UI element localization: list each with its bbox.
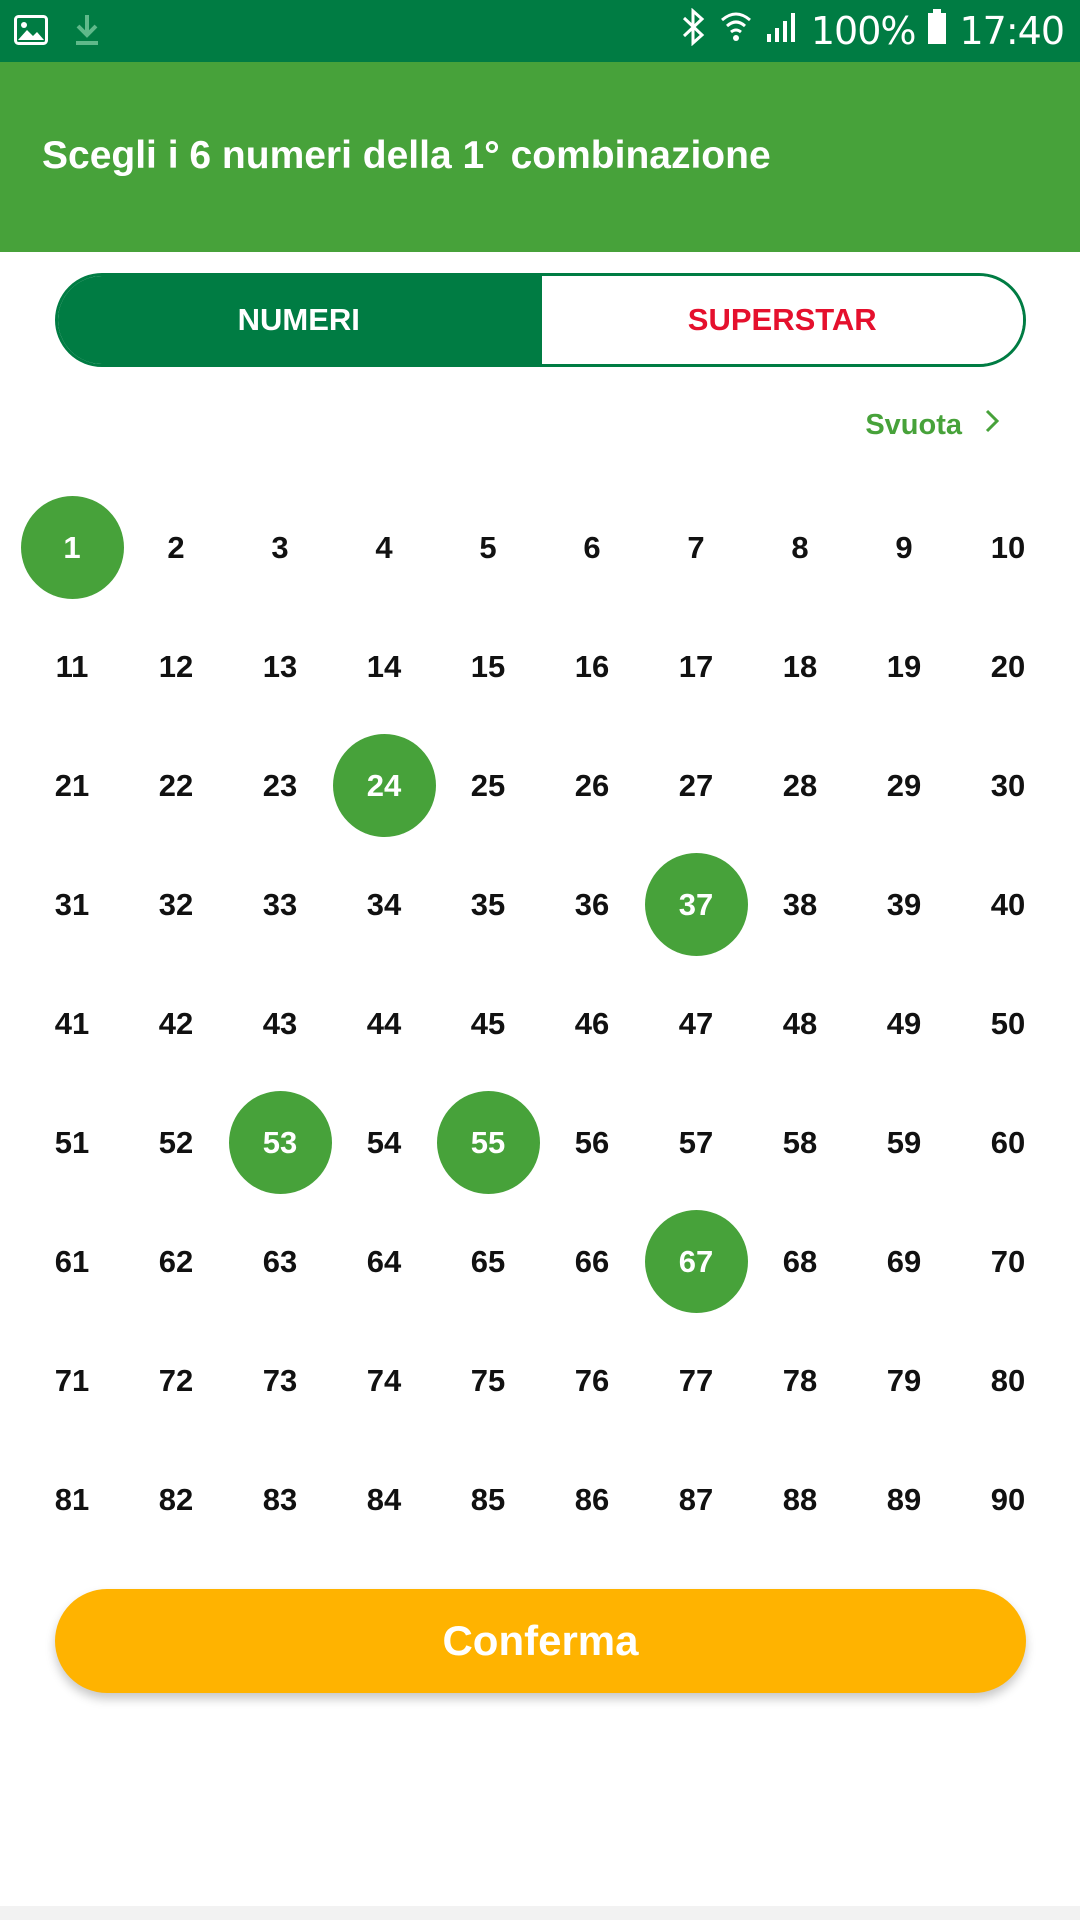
number-cell	[644, 1440, 748, 1559]
number-cell	[436, 488, 540, 607]
number-button[interactable]: 54	[366, 1124, 402, 1160]
number-cell	[852, 607, 956, 726]
number-cell	[748, 1321, 852, 1440]
number-cell	[644, 1321, 748, 1440]
number-button[interactable]: 40	[990, 886, 1026, 922]
number-cell	[228, 964, 332, 1083]
download-icon	[74, 13, 100, 52]
number-cell	[124, 1083, 228, 1202]
number-cell	[956, 1321, 1060, 1440]
number-button[interactable]: 39	[886, 886, 922, 922]
number-cell	[540, 488, 644, 607]
number-cell	[956, 488, 1060, 607]
number-button[interactable]: 21	[54, 767, 90, 803]
number-button[interactable]: 32	[158, 886, 194, 922]
number-cell	[436, 726, 540, 845]
number-button[interactable]: 2	[167, 529, 185, 565]
number-button[interactable]: 23	[262, 767, 298, 803]
number-cell	[956, 726, 1060, 845]
page-title: Scegli i 6 numeri della 1° combinazione	[42, 134, 771, 177]
number-cell	[644, 726, 748, 845]
number-button[interactable]: 19	[886, 648, 922, 684]
tab-superstar[interactable]: SUPERSTAR	[540, 276, 1024, 364]
number-button[interactable]: 69	[886, 1243, 922, 1279]
number-button[interactable]: 70	[990, 1243, 1026, 1279]
number-cell	[332, 726, 436, 845]
number-cell	[852, 1440, 956, 1559]
number-button[interactable]: 82	[158, 1481, 194, 1517]
status-bar	[0, 0, 1080, 62]
number-button[interactable]: 12	[158, 648, 194, 684]
number-cell	[644, 607, 748, 726]
number-button[interactable]: 17	[678, 648, 714, 684]
number-cell	[124, 1440, 228, 1559]
number-cell	[436, 845, 540, 964]
number-button-selected[interactable]: 1	[21, 496, 124, 599]
number-button[interactable]: 25	[470, 767, 506, 803]
number-button[interactable]: 65	[470, 1243, 506, 1279]
battery-percentage: 100%	[810, 9, 916, 53]
number-cell	[228, 1083, 332, 1202]
number-cell	[332, 1321, 436, 1440]
number-button[interactable]: 34	[366, 886, 402, 922]
number-cell	[540, 1321, 644, 1440]
number-cell	[228, 1440, 332, 1559]
number-cell	[124, 488, 228, 607]
number-button[interactable]: 38	[782, 886, 818, 922]
number-button[interactable]: 72	[158, 1362, 194, 1398]
number-cell	[436, 607, 540, 726]
number-button[interactable]: 15	[470, 648, 506, 684]
number-button[interactable]: 9	[895, 529, 913, 565]
number-cell	[748, 845, 852, 964]
battery-icon	[927, 9, 947, 54]
clear-label: Svuota	[865, 408, 962, 441]
number-cell	[852, 964, 956, 1083]
number-cell	[852, 1202, 956, 1321]
number-button[interactable]: 16	[574, 648, 610, 684]
signal-icon	[765, 9, 799, 53]
confirm-button[interactable]: Conferma	[55, 1589, 1026, 1693]
number-button[interactable]: 46	[574, 1005, 610, 1041]
number-cell	[540, 1202, 644, 1321]
number-grid	[20, 488, 1060, 1559]
number-cell	[644, 488, 748, 607]
number-button[interactable]: 31	[54, 886, 90, 922]
number-button-selected[interactable]: 67	[645, 1210, 748, 1313]
number-button[interactable]: 77	[678, 1362, 714, 1398]
image-icon	[14, 15, 48, 50]
number-button[interactable]: 83	[262, 1481, 298, 1517]
number-button[interactable]: 3	[271, 529, 289, 565]
number-button[interactable]: 14	[366, 648, 402, 684]
number-button[interactable]: 81	[54, 1481, 90, 1517]
number-button[interactable]: 22	[158, 767, 194, 803]
number-cell	[124, 1321, 228, 1440]
number-button[interactable]: 79	[886, 1362, 922, 1398]
number-button[interactable]: 85	[470, 1481, 506, 1517]
number-cell	[332, 964, 436, 1083]
number-button[interactable]: 57	[678, 1124, 714, 1160]
number-button[interactable]: 51	[54, 1124, 90, 1160]
number-button[interactable]: 50	[990, 1005, 1026, 1041]
number-button[interactable]: 87	[678, 1481, 714, 1517]
number-button[interactable]: 60	[990, 1124, 1026, 1160]
number-button[interactable]: 7	[687, 529, 705, 565]
number-button[interactable]: 45	[470, 1005, 506, 1041]
number-button[interactable]: 27	[678, 767, 714, 803]
number-cell	[20, 845, 124, 964]
bluetooth-icon	[681, 8, 707, 55]
number-cell	[852, 845, 956, 964]
number-cell	[852, 1321, 956, 1440]
number-cell	[748, 488, 852, 607]
number-cell	[436, 1083, 540, 1202]
number-button[interactable]: 74	[366, 1362, 402, 1398]
number-button[interactable]: 48	[782, 1005, 818, 1041]
number-button[interactable]: 84	[366, 1481, 402, 1517]
number-cell	[644, 1083, 748, 1202]
number-cell	[20, 1321, 124, 1440]
number-cell	[228, 726, 332, 845]
number-button[interactable]: 11	[55, 648, 89, 684]
number-button[interactable]: 5	[479, 529, 497, 565]
number-cell	[644, 1202, 748, 1321]
number-button[interactable]: 10	[990, 529, 1026, 565]
number-button[interactable]: 58	[782, 1124, 818, 1160]
number-cell	[956, 1202, 1060, 1321]
number-cell	[332, 1440, 436, 1559]
number-button[interactable]: 36	[574, 886, 610, 922]
number-cell	[540, 1440, 644, 1559]
number-button[interactable]: 6	[583, 529, 601, 565]
number-cell	[956, 1440, 1060, 1559]
number-cell	[228, 1321, 332, 1440]
number-button[interactable]: 64	[366, 1243, 402, 1279]
number-button[interactable]: 4	[375, 529, 393, 565]
number-button[interactable]: 61	[54, 1243, 90, 1279]
number-cell	[644, 845, 748, 964]
number-button[interactable]: 35	[470, 886, 506, 922]
number-cell	[124, 964, 228, 1083]
number-button[interactable]: 18	[782, 648, 818, 684]
number-button[interactable]: 68	[782, 1243, 818, 1279]
number-button[interactable]: 71	[54, 1362, 90, 1398]
number-button[interactable]: 88	[782, 1481, 818, 1517]
number-button[interactable]: 73	[262, 1362, 298, 1398]
number-cell	[852, 1083, 956, 1202]
number-button[interactable]: 41	[54, 1005, 90, 1041]
number-cell	[20, 1083, 124, 1202]
number-cell	[332, 845, 436, 964]
number-cell	[20, 607, 124, 726]
number-cell	[748, 726, 852, 845]
number-cell	[20, 726, 124, 845]
number-cell	[20, 488, 124, 607]
number-button[interactable]: 28	[782, 767, 818, 803]
number-button-selected[interactable]: 24	[333, 734, 436, 837]
number-button[interactable]: 29	[886, 767, 922, 803]
number-button[interactable]: 63	[262, 1243, 298, 1279]
wifi-icon	[719, 9, 753, 53]
number-cell	[540, 726, 644, 845]
number-cell	[228, 845, 332, 964]
number-button[interactable]: 90	[990, 1481, 1026, 1517]
number-button[interactable]: 20	[990, 648, 1026, 684]
number-button-selected[interactable]: 37	[645, 853, 748, 956]
number-button[interactable]: 26	[574, 767, 610, 803]
number-cell	[956, 845, 1060, 964]
number-cell	[748, 1083, 852, 1202]
number-button[interactable]: 13	[262, 648, 298, 684]
number-button[interactable]: 89	[886, 1481, 922, 1517]
number-cell	[20, 1202, 124, 1321]
number-button[interactable]: 66	[574, 1243, 610, 1279]
number-cell	[540, 964, 644, 1083]
number-button[interactable]: 59	[886, 1124, 922, 1160]
tab-numeri[interactable]: NUMERI	[58, 276, 540, 364]
number-cell	[748, 1440, 852, 1559]
number-button[interactable]: 62	[158, 1243, 194, 1279]
number-cell	[332, 1202, 436, 1321]
number-button[interactable]: 75	[470, 1362, 506, 1398]
number-button[interactable]: 43	[262, 1005, 298, 1041]
number-button[interactable]: 42	[158, 1005, 194, 1041]
number-button[interactable]: 49	[886, 1005, 922, 1041]
number-cell	[540, 845, 644, 964]
number-cell	[748, 1202, 852, 1321]
app-header	[0, 62, 1080, 252]
number-button[interactable]: 33	[262, 886, 298, 922]
number-cell	[956, 1083, 1060, 1202]
number-cell	[436, 1440, 540, 1559]
number-cell	[332, 1083, 436, 1202]
number-cell	[436, 964, 540, 1083]
number-button[interactable]: 78	[782, 1362, 818, 1398]
number-button[interactable]: 76	[574, 1362, 610, 1398]
number-button-selected[interactable]: 55	[437, 1091, 540, 1194]
number-button[interactable]: 56	[574, 1124, 610, 1160]
number-cell	[748, 964, 852, 1083]
number-button[interactable]: 80	[990, 1362, 1026, 1398]
number-cell	[20, 1440, 124, 1559]
number-cell	[124, 726, 228, 845]
number-button[interactable]: 47	[678, 1005, 714, 1041]
number-cell	[852, 726, 956, 845]
number-cell	[228, 1202, 332, 1321]
number-cell	[124, 607, 228, 726]
number-cell	[228, 607, 332, 726]
chevron-right-icon	[984, 408, 1000, 442]
number-button[interactable]: 8	[791, 529, 809, 565]
number-cell	[436, 1202, 540, 1321]
number-cell	[540, 1083, 644, 1202]
number-cell	[852, 488, 956, 607]
number-button[interactable]: 44	[366, 1005, 402, 1041]
number-cell	[436, 1321, 540, 1440]
number-cell	[332, 607, 436, 726]
number-button[interactable]: 30	[990, 767, 1026, 803]
number-button[interactable]: 52	[158, 1124, 194, 1160]
number-cell	[644, 964, 748, 1083]
mode-toggle	[55, 273, 1026, 367]
number-cell	[956, 964, 1060, 1083]
number-cell	[956, 607, 1060, 726]
number-cell	[124, 845, 228, 964]
number-button-selected[interactable]: 53	[229, 1091, 332, 1194]
number-button[interactable]: 86	[574, 1481, 610, 1517]
number-cell	[332, 488, 436, 607]
nav-bar-edge	[0, 1906, 1080, 1920]
number-cell	[748, 607, 852, 726]
number-cell	[20, 964, 124, 1083]
clock: 17:40	[959, 9, 1064, 53]
number-cell	[228, 488, 332, 607]
number-cell	[540, 607, 644, 726]
clear-button[interactable]	[865, 408, 1000, 442]
number-cell	[124, 1202, 228, 1321]
